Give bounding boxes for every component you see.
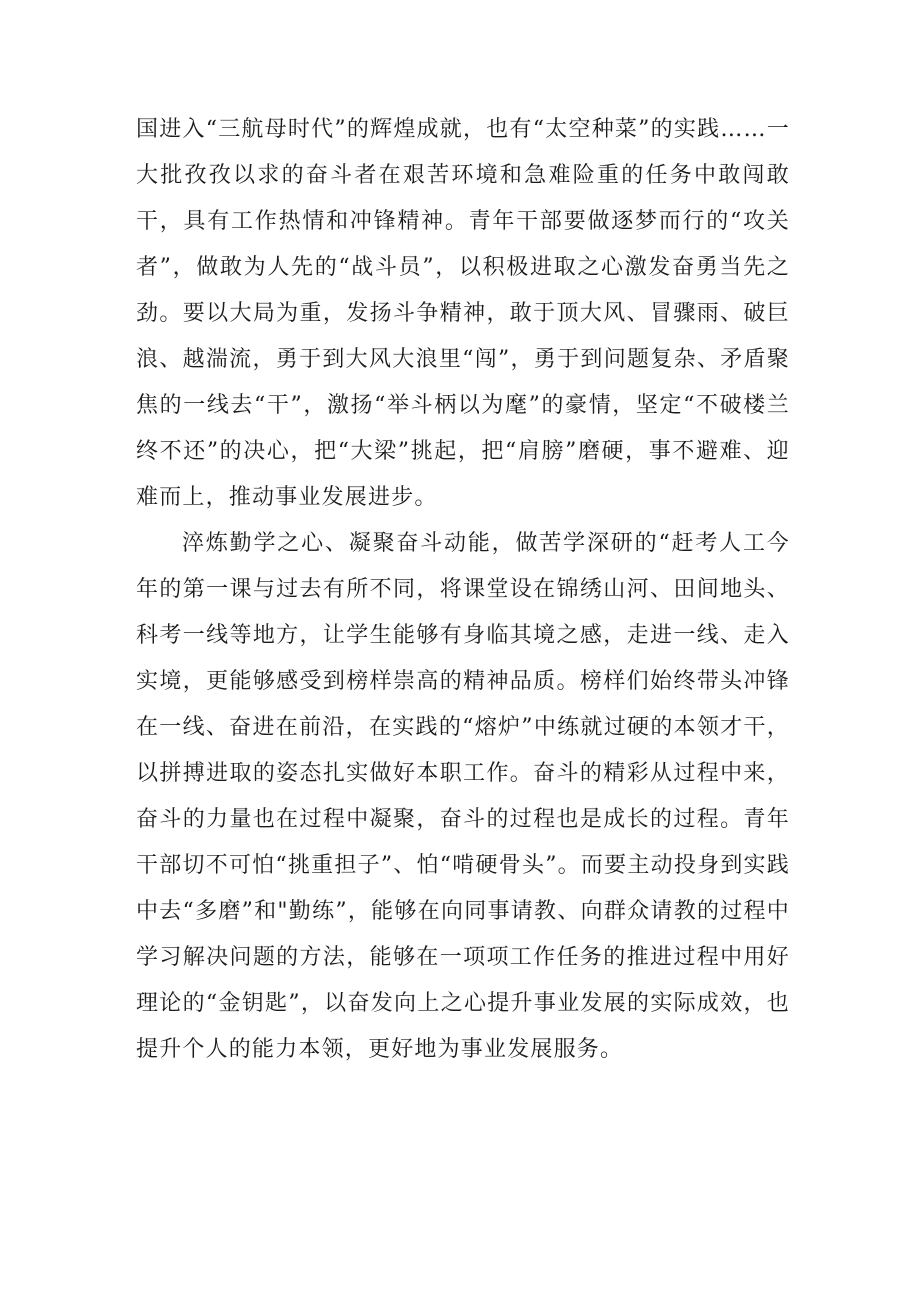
document-body	[136, 107, 790, 1073]
paragraph-continued: 国进入“三航母时代”的辉煌成就，也有“太空种菜”的实践……一大批孜孜以求的奋斗者在艰苦环境和急难险重的任务中敢闯敢干，具有工作热情和冲锋精神。青年干部要做逐梦而行的“攻关者”，做敢为人先的“战斗员”，以积极进取之心激发奋勇当先之劲。要以大局为重，发扬斗争精神，敢于顶大风、冒骤雨、破巨浪、越湍流，勇于到大风大浪里“闯”，勇于到问题复杂、矛盾聚焦的一线去“干”，激扬“举斗柄以为麾”的豪情，坚定“不破楼兰终不还”的决心，把“大梁”挑起，把“肩膀”磨硬，事不避难、迎难而上，推动事业发展进步。	[136, 117, 790, 510]
paragraph-study-heart: 淬炼勤学之心、凝聚奋斗动能，做苦学深研的“赶考人工今年的第一课与过去有所不同，将课堂设在锦绣山河、田间地头、科考一线等地方，让学生能够有身临其境之感，走进一线、走入实境，更能够感受到榜样崇高的精神品质。榜样们始终带头冲锋在一线、奋进在前沿，在实践的“熔炉”中练就过硬的本领才干，以拼搏进取的姿态扎实做好本职工作。奋斗的精彩从过程中来，奋斗的力量也在过程中凝聚，奋斗的过程也是成长的过程。青年干部切不可怕“挑重担子”、怕“啃硬骨头”。而要主动投身到实践中去“多磨”和"勤练”，能够在向同事请教、向群众请教的过程中学习解决问题的方法，能够在一项项工作任务的推进过程中用好理论的“金钥匙”，以奋发向上之心提升事业发展的实际成效，也提升个人的能力本领，更好地为事业发展服务。	[136, 531, 790, 1062]
